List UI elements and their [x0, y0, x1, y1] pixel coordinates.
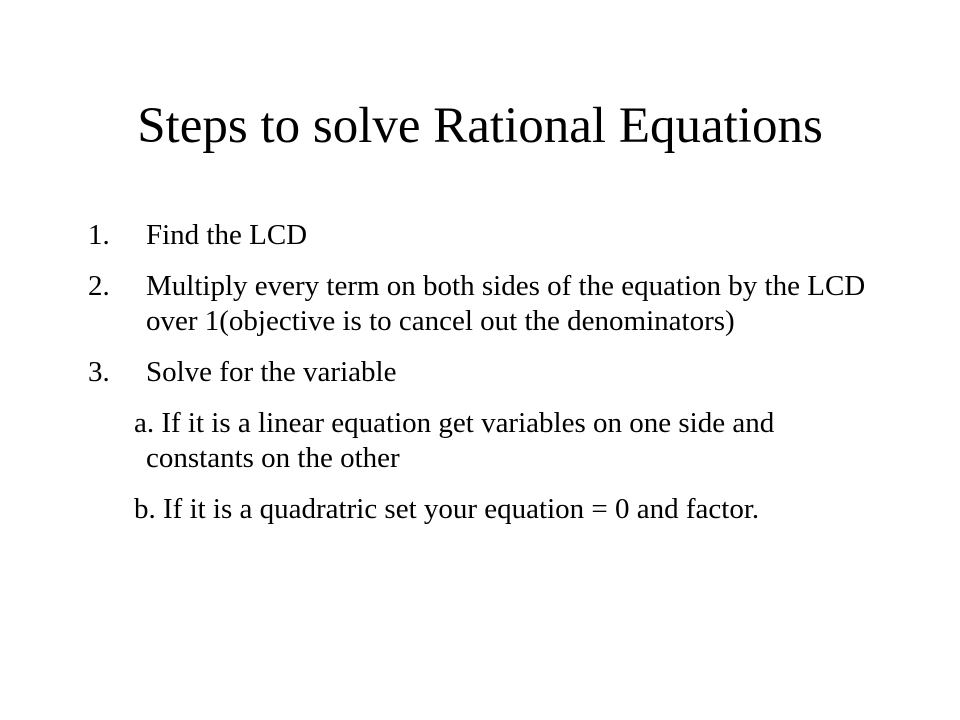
step-text: Find the LCD: [146, 219, 308, 251]
steps-list: [88, 218, 888, 543]
step-text: Multiply every term on both sides of the equation by the LCD over 1(objective is to cancel out the denominators): [146, 270, 866, 337]
step-item: [88, 269, 888, 339]
step-text: Solve for the variable: [146, 356, 397, 388]
step-item: [88, 218, 888, 253]
substep-item: b. If it is a quadratric set your equation = 0 and factor.: [134, 493, 760, 525]
step-number: 3.: [88, 356, 110, 388]
slide-title: Steps to solve Rational Equations: [137, 98, 823, 154]
substep-item: a. If it is a linear equation get variables on one side and constants on the other: [134, 407, 775, 474]
step-number: 2.: [88, 270, 110, 302]
step-number: 1.: [88, 219, 110, 251]
step-item: [88, 355, 888, 390]
